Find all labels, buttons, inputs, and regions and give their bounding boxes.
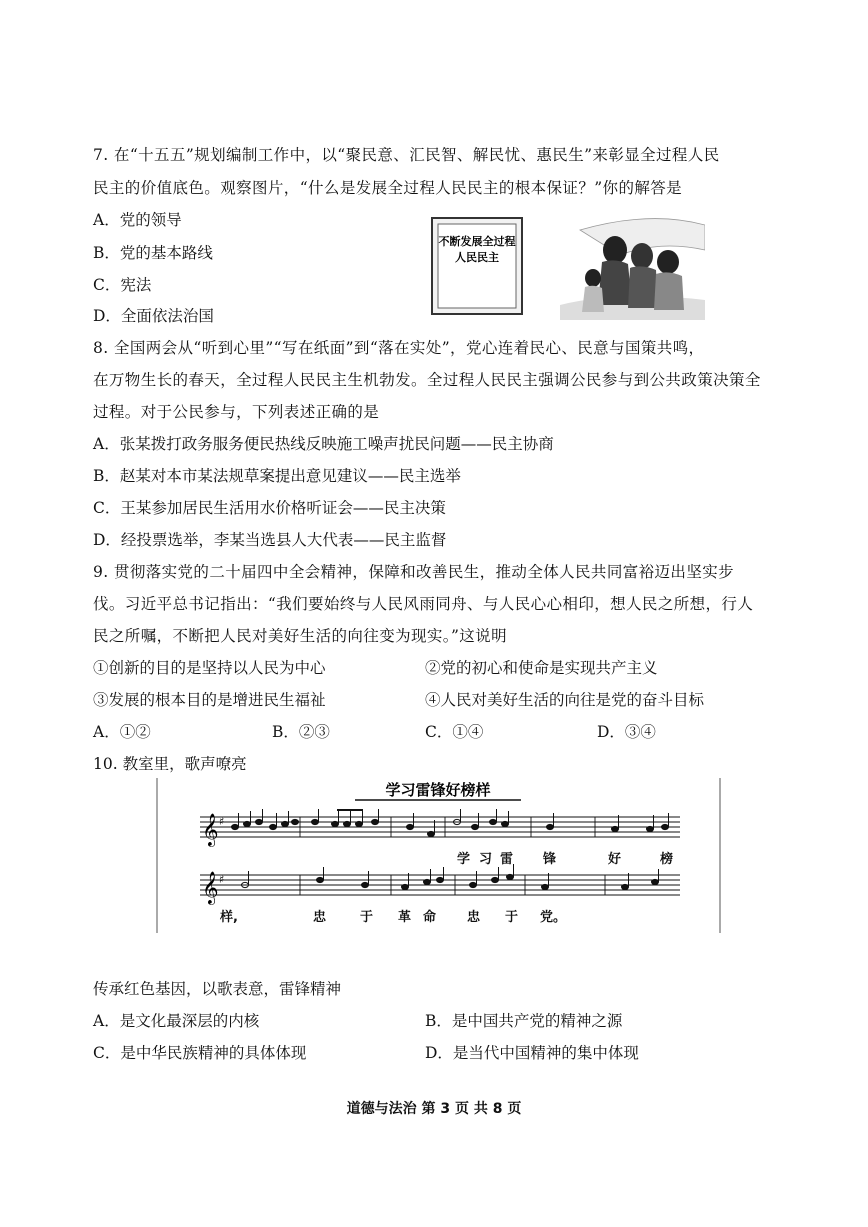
- lyric-1-4: 锋: [543, 852, 557, 867]
- staff-1-notes: [232, 809, 669, 837]
- lyric-2-2: 忠: [313, 910, 327, 925]
- q8-stem-line1: 8. 全国两会从“听到心里”“写在纸面”到“落在实处”，党心连着民心、民意与国策共鸣，: [93, 339, 705, 357]
- song-title: 学习雷锋好榜样: [385, 781, 491, 799]
- q8-stem-line2: 在万物生长的春天，全过程人民民主生机勃发。全过程人民民主强调公民参与到公共政策决策全: [93, 371, 761, 389]
- lyric-1-2: 习: [479, 852, 493, 867]
- q9-option-b[interactable]: B．②③: [272, 723, 330, 741]
- lyric-2-4: 革: [398, 910, 412, 925]
- lyric-2-7: 于: [505, 910, 519, 925]
- q9-statement-1: ①创新的目的是坚持以人民为中心: [93, 659, 326, 677]
- treble-clef-icon-2: 𝄞: [202, 871, 219, 904]
- q9-option-c[interactable]: C．①④: [425, 723, 484, 741]
- staff-2-notes: [242, 864, 659, 890]
- q10-option-d[interactable]: D．是当代中国精神的集中体现: [425, 1044, 639, 1062]
- svg-text:♯: ♯: [219, 873, 225, 886]
- q7-stem-line1: 7. 在“十五五”规划编制工作中，以“聚民意、汇民智、解民忧、惠民生”来彰显全过程人民: [93, 146, 720, 164]
- lyric-1-6: 榜: [660, 852, 674, 867]
- q8-option-b[interactable]: B．赵某对本市某法规草案提出意见建议——民主选举: [93, 467, 461, 485]
- lyric-2-3: 于: [360, 910, 374, 925]
- q10-option-a[interactable]: A．是文化最深层的内核: [93, 1012, 260, 1030]
- q7-stem-line2: 民主的价值底色。观察图片，“什么是发展全过程人民民主的根本保证？”你的解答是: [93, 179, 683, 197]
- q8-stem-line3: 过程。对于公民参与，下列表述正确的是: [93, 403, 380, 421]
- lyric-2-8: 党。: [540, 910, 567, 925]
- q9-stem-line3: 民之所嘱，不断把人民对美好生活的向往变为现实。”这说明: [93, 627, 507, 645]
- figure-text-2: 人民民主: [455, 251, 499, 264]
- q8-option-a[interactable]: A．张某拨打政务服务便民热线反映施工噪声扰民问题——民主协商: [93, 435, 554, 453]
- lyric-1-3: 雷: [500, 852, 514, 867]
- lyric-2-6: 忠: [467, 910, 481, 925]
- q7-option-b[interactable]: B．党的基本路线: [93, 244, 213, 262]
- lyric-1-5: 好: [608, 852, 622, 867]
- q9-option-a[interactable]: A．①②: [93, 723, 151, 741]
- q7-option-c[interactable]: C．宪法: [93, 276, 152, 294]
- q9-stem-line1: 9. 贯彻落实党的二十届四中全会精神，保障和改善民生，推动全体人民共同富裕迈出坚实步: [93, 563, 735, 581]
- q10-stem-line2: 传承红色基因，以歌表意，雷锋精神: [93, 980, 342, 998]
- figure-text-1: 不断发展全过程: [438, 235, 516, 248]
- q7-cartoon-figure: [420, 210, 705, 320]
- page-footer: 道德与法治 第 3 页 共 8 页: [346, 1101, 522, 1117]
- q9-statement-4: ④人民对美好生活的向往是党的奋斗目标: [425, 691, 705, 709]
- lyric-2-5: 命: [423, 910, 437, 925]
- treble-clef-icon: 𝄞: [202, 813, 219, 846]
- q8-option-c[interactable]: C．王某参加居民生活用水价格听证会——民主决策: [93, 499, 446, 517]
- q10-stem-line1: 10. 教室里，歌声嘹亮: [93, 755, 247, 773]
- q9-statement-3: ③发展的根本目的是增进民生福祉: [93, 691, 326, 709]
- q10-option-b[interactable]: B．是中国共产党的精神之源: [425, 1012, 623, 1030]
- music-score: [155, 773, 722, 938]
- q7-option-a[interactable]: A．党的领导: [93, 211, 182, 229]
- q9-statement-2: ②党的初心和使命是实现共产主义: [425, 659, 658, 677]
- q9-stem-line2: 伐。习近平总书记指出：“我们要始终与人民风雨同舟、与人民心心相印，想人民之所想，行人: [93, 595, 754, 613]
- q10-option-c[interactable]: C．是中华民族精神的具体体现: [93, 1044, 307, 1062]
- lyric-2-1: 样,: [220, 910, 238, 925]
- q8-option-d[interactable]: D．经投票选举，李某当选县人大代表——民主监督: [93, 531, 447, 549]
- q9-option-d[interactable]: D．③④: [597, 723, 656, 741]
- lyric-1-1: 学: [457, 852, 471, 867]
- svg-text:♯: ♯: [219, 815, 225, 828]
- q7-option-d[interactable]: D．全面依法治国: [93, 307, 214, 325]
